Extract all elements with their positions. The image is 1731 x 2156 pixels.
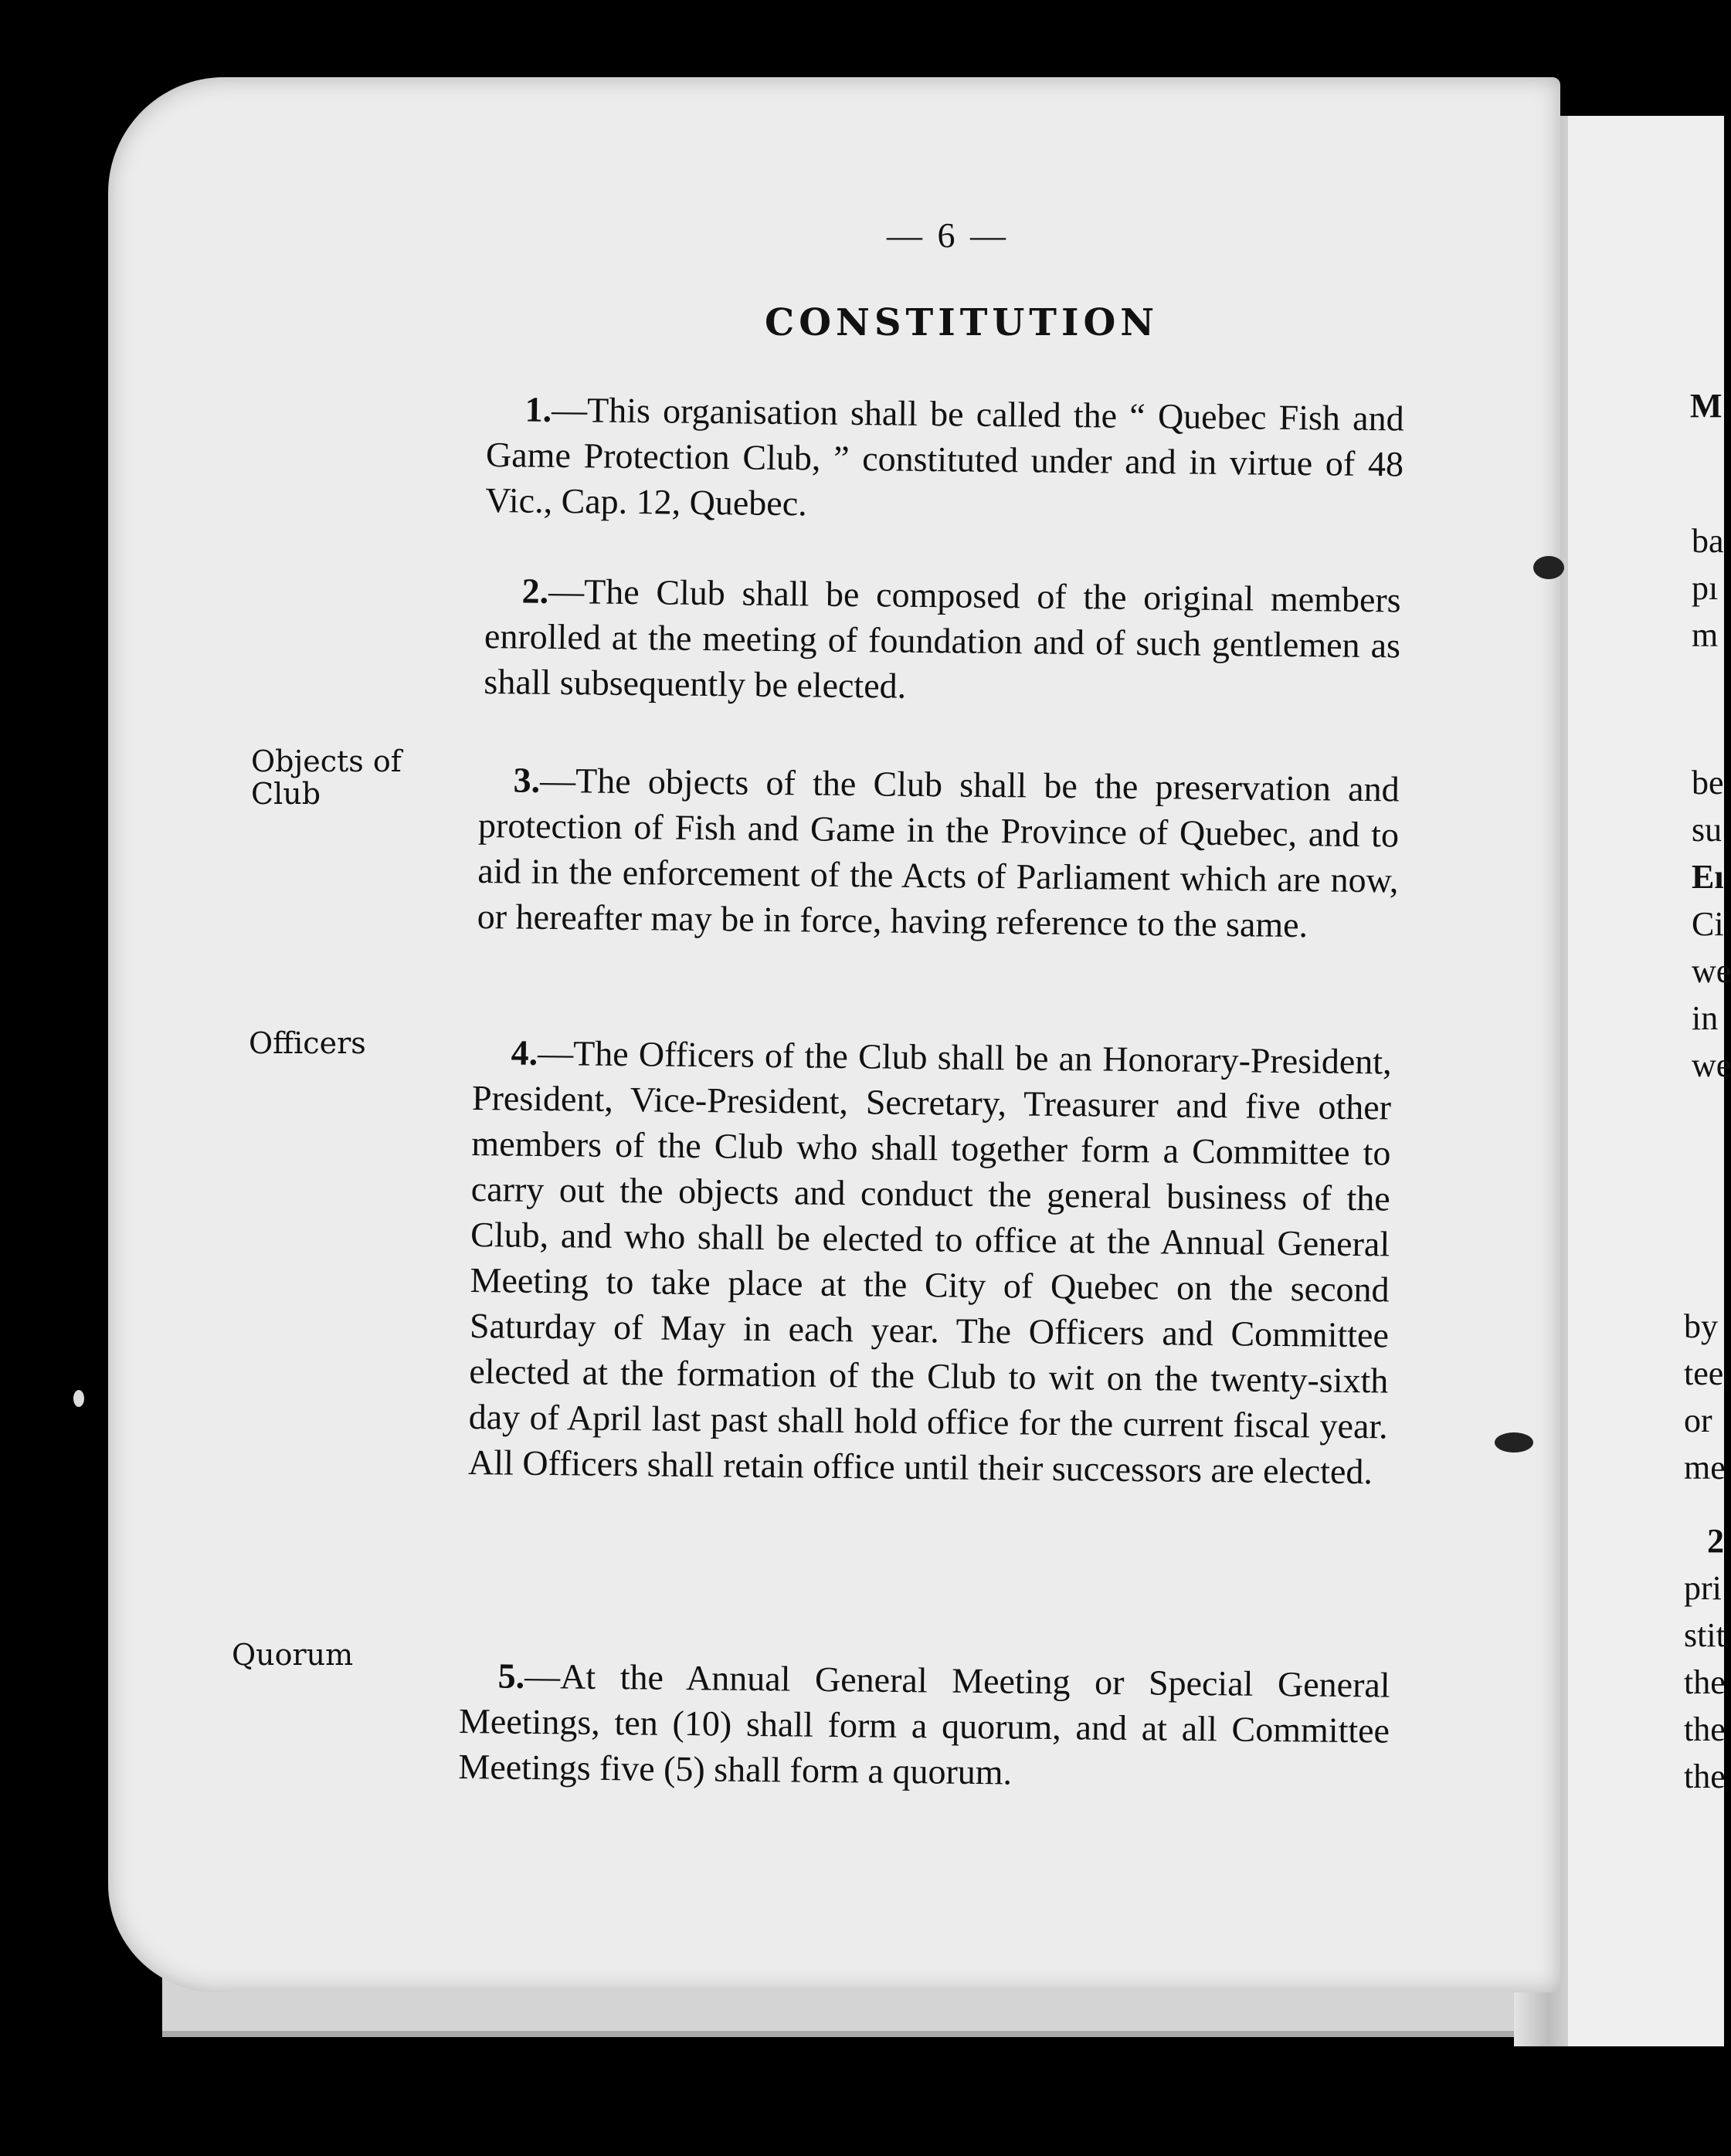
facing-fragment: we bbox=[1692, 952, 1731, 990]
facing-fragment: the bbox=[1684, 1663, 1726, 1701]
facing-fragment: by bbox=[1684, 1307, 1718, 1345]
facing-fragment: su bbox=[1692, 811, 1723, 849]
facing-fragment: the bbox=[1684, 1758, 1726, 1795]
facing-fragment: 2 bbox=[1707, 1522, 1724, 1560]
page-title: CONSTITUTION bbox=[765, 301, 1159, 344]
facing-fragment: Ci bbox=[1692, 905, 1724, 943]
section-text: —At the Annual General Meeting or Special General Meetings, ten (10) shall form a quorum, and at all Committee Meetings five (5) shall form a quorum. bbox=[458, 1656, 1390, 1792]
facing-fragment: Eı bbox=[1692, 858, 1724, 896]
section-number: 3. bbox=[513, 760, 541, 800]
margin-note-objects: Objects of Club bbox=[251, 744, 402, 811]
facing-fragment: in bbox=[1692, 999, 1719, 1037]
section-number: 4. bbox=[511, 1032, 538, 1073]
facing-fragment: me bbox=[1684, 1449, 1726, 1486]
scan-artifact bbox=[73, 1390, 84, 1407]
facing-fragment: or bbox=[1684, 1402, 1712, 1439]
scan-artifact bbox=[1533, 556, 1564, 579]
facing-fragment: be bbox=[1692, 764, 1724, 802]
section-text: —The Officers of the Club shall be an Honorary-President, President, Vice-President, Secretary, Treasurer and five other members of the Club who shall together form a Committee to carry out the objects and conduct the general business of the Club, and who shall be elected to office at the Annual General Meeting to take place at the City of Quebec on the second Saturday of May in each year. The Officers and Committee elected at the formation of the Club to wit on the twenty-sixth day of April last past shall hold office for the current fiscal year. All Officers shall retain office until their successors are elected. bbox=[467, 1032, 1392, 1492]
facing-fragment: stit bbox=[1684, 1616, 1726, 1654]
margin-note-officers: Officers bbox=[249, 1026, 366, 1060]
facing-fragment: ba bbox=[1692, 522, 1724, 560]
section-number: 1. bbox=[524, 389, 552, 429]
section-text: —The Club shall be composed of the original members enrolled at the meeting of foundation and of such gentlemen as shall subsequently be elected. bbox=[484, 571, 1401, 706]
facing-fragment: m bbox=[1692, 616, 1719, 654]
section-number: 2. bbox=[521, 571, 549, 611]
scan-artifact bbox=[1495, 1432, 1533, 1453]
section-4 bbox=[468, 1029, 1392, 1494]
section-1 bbox=[485, 386, 1404, 532]
facing-fragment: we bbox=[1692, 1046, 1731, 1084]
facing-fragment: the bbox=[1684, 1710, 1726, 1748]
facing-fragment: M bbox=[1690, 387, 1723, 425]
section-text: —This organisation shall be called the “ Quebec Fish and Game Protection Club, ” constituted under and in virtue of 48 Vic., Cap. 12, Quebec. bbox=[485, 389, 1404, 524]
facing-page bbox=[1568, 116, 1731, 2046]
facing-fragment: tee bbox=[1684, 1354, 1724, 1392]
facing-fragment: pri bbox=[1684, 1569, 1722, 1607]
section-2 bbox=[484, 568, 1401, 714]
section-3 bbox=[477, 757, 1400, 948]
section-text: —The objects of the Club shall be the preservation and protection of Fish and Game in the Province of Quebec, and to aid in the enforcement of the Acts of Parliament which are now, or hereafter may be in force, having reference to the same. bbox=[477, 760, 1400, 945]
section-5 bbox=[458, 1653, 1390, 1799]
page-number: — 6 — bbox=[887, 215, 1009, 255]
margin-note-quorum: Quorum bbox=[232, 1638, 354, 1672]
section-number: 5. bbox=[497, 1656, 525, 1696]
facing-fragment: pı bbox=[1692, 569, 1719, 607]
